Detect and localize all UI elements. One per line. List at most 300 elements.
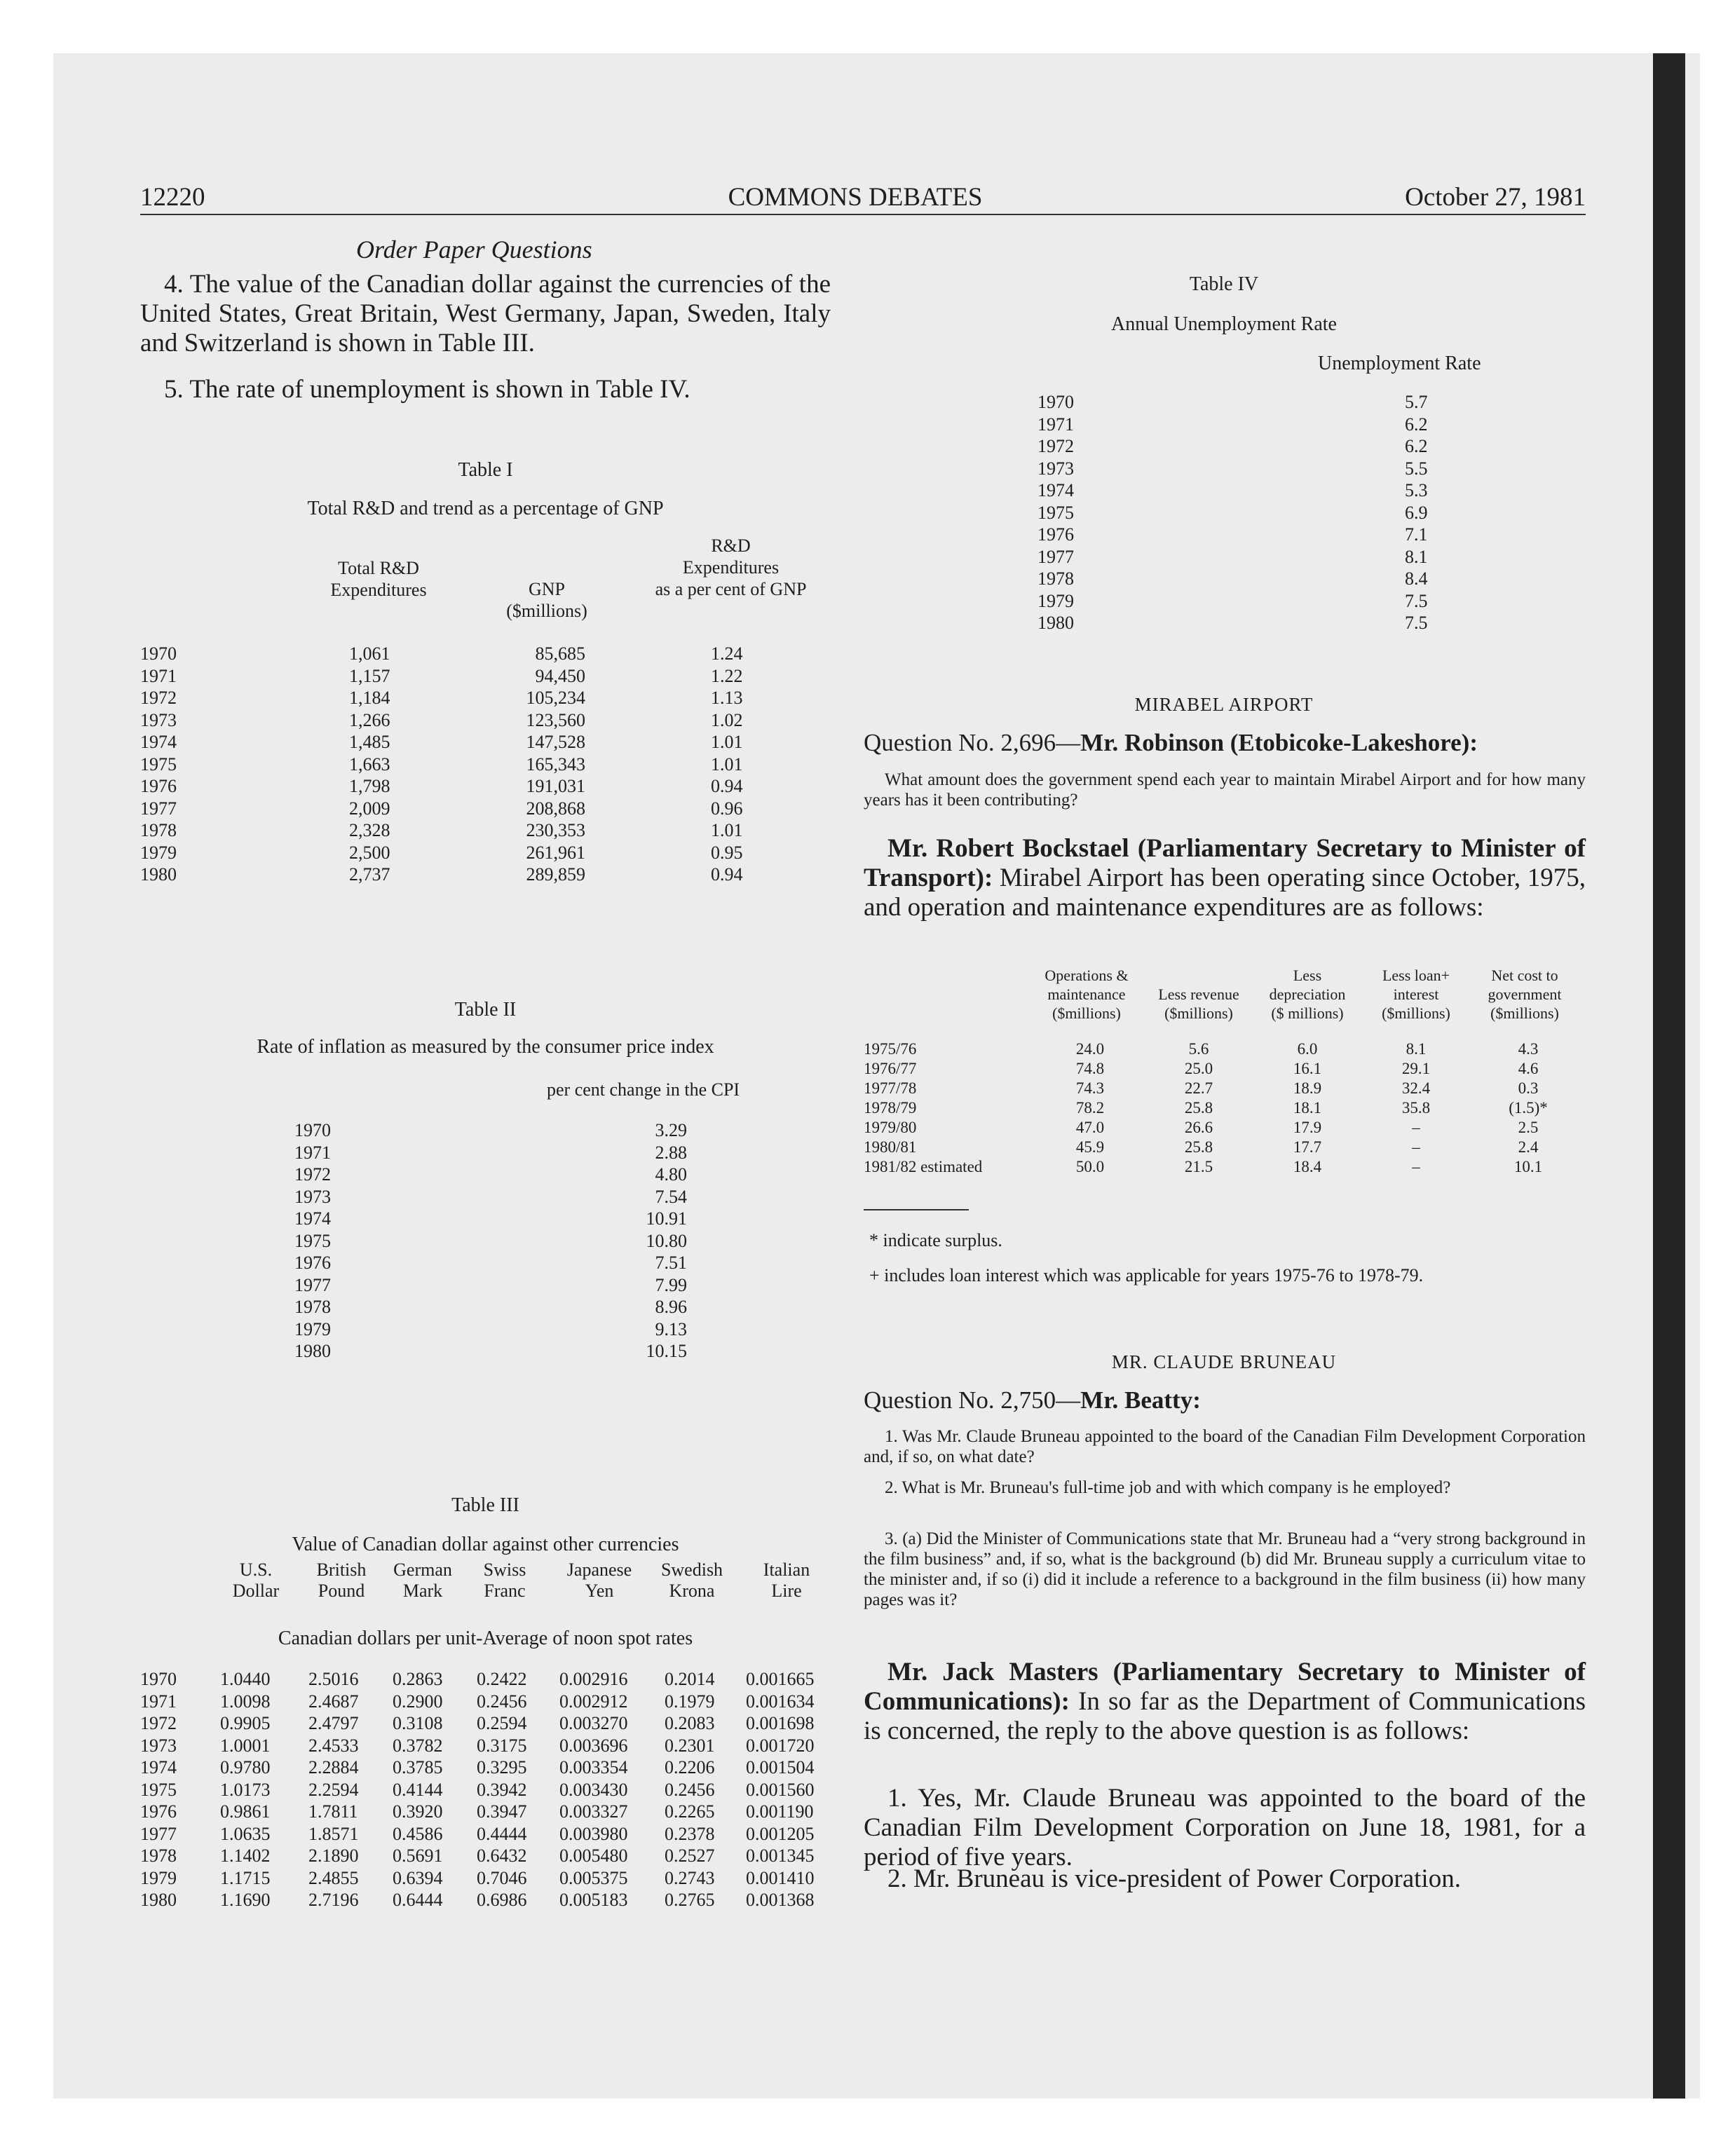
table-cell: 1.22 <box>711 665 743 686</box>
table-cell: 0.2863 <box>393 1669 443 1689</box>
table-cell: 1973 <box>140 1735 177 1756</box>
table-cell: 1.01 <box>711 820 743 840</box>
table-cell: 7.99 <box>655 1274 687 1295</box>
table2-label: Table II <box>454 999 517 1021</box>
table-cell: 0.94 <box>711 864 743 885</box>
table-cell: 2,328 <box>349 820 390 840</box>
table-cell: 1972 <box>140 1713 177 1733</box>
table-cell: 1979/80 <box>864 1119 917 1136</box>
table3-years <box>140 1668 177 1911</box>
table3-head-dem <box>384 1560 461 1602</box>
mirabel-ops <box>1059 1039 1122 1177</box>
table-cell: 4.6 <box>1518 1060 1539 1077</box>
header-line: Dollar <box>232 1581 280 1601</box>
answer-speaker: Mr. Robert Bockstael (Parliamentary Secretary to Minister of Transport): <box>864 834 1586 892</box>
bruneau-q1: 1. Was Mr. Claude Bruneau appointed to the board of the Canadian Film Development Corporation and, if so, on what date? <box>864 1427 1586 1466</box>
table2-years <box>294 1119 331 1363</box>
table3-gbp <box>308 1668 359 1911</box>
table-cell: 0.96 <box>711 798 743 819</box>
table-cell: 9.13 <box>655 1318 687 1339</box>
table-cell: 1.1690 <box>220 1890 271 1910</box>
table-cell: 0.3108 <box>393 1713 443 1733</box>
table-cell: 0.1979 <box>665 1691 715 1712</box>
table-cell: 1975 <box>294 1230 331 1251</box>
table-cell: 0.002916 <box>559 1669 628 1689</box>
header-line <box>1146 966 1251 985</box>
table-cell: 1970 <box>1037 392 1074 412</box>
table-cell: 208,868 <box>526 798 585 819</box>
table-cell: 1974 <box>140 732 177 752</box>
table-cell: 0.005480 <box>559 1845 628 1866</box>
table-cell: 8.96 <box>655 1297 687 1317</box>
table-cell: 17.7 <box>1293 1138 1322 1156</box>
table-cell: 0.3175 <box>477 1735 527 1756</box>
table-cell: 0.001634 <box>746 1691 815 1712</box>
table-cell: 7.5 <box>1405 590 1428 611</box>
table-cell: 2.4797 <box>308 1713 359 1733</box>
table-cell: 1974 <box>1037 480 1074 500</box>
table-cell: 4.80 <box>655 1164 687 1185</box>
table-cell: (1.5)* <box>1509 1099 1548 1117</box>
table3-head-usd <box>214 1560 298 1602</box>
table-cell: 1979 <box>140 842 177 863</box>
question-number: Question No. 2,696— <box>864 729 1081 756</box>
table-cell: 0.2743 <box>665 1867 715 1888</box>
table3-head-itl <box>747 1560 826 1602</box>
table-cell: 0.3947 <box>477 1801 527 1822</box>
mirabel-years <box>864 1039 982 1177</box>
table-cell: 29.1 <box>1401 1060 1431 1077</box>
header-line: Operations & <box>1045 967 1129 984</box>
table-cell: 2.5 <box>1518 1119 1539 1136</box>
table-cell: 5.5 <box>1405 458 1428 479</box>
table4-label: Table IV <box>1189 273 1259 295</box>
table-cell: 1,798 <box>349 776 390 796</box>
table-cell: 1978 <box>1037 568 1074 589</box>
table-cell: 1977 <box>294 1274 331 1295</box>
table-cell: 1975/76 <box>864 1040 917 1058</box>
table-cell: 0.6432 <box>477 1845 527 1866</box>
table-cell: 5.3 <box>1405 480 1428 500</box>
table1-col-gnp: GNP <box>528 579 565 599</box>
table3-head-jpy <box>557 1560 641 1602</box>
table-cell: 1976 <box>140 776 177 796</box>
table-cell: 0.2594 <box>477 1713 527 1733</box>
table-cell: 0.3 <box>1518 1079 1539 1097</box>
table-cell: 18.9 <box>1293 1079 1322 1097</box>
table-cell: 2.4 <box>1518 1138 1539 1156</box>
table-cell: 25.0 <box>1184 1060 1213 1077</box>
table-cell: 191,031 <box>526 776 585 796</box>
table1-total <box>349 643 390 886</box>
table1-caption: Total R&D and trend as a percentage of GNP <box>307 498 664 519</box>
table3-usd <box>220 1668 271 1911</box>
mirabel-head-loan <box>1363 966 1469 1023</box>
table-cell: 0.2265 <box>665 1801 715 1822</box>
header-line: depreciation <box>1269 985 1346 1003</box>
table-cell: 25.8 <box>1184 1138 1213 1156</box>
header-line: Less loan+ <box>1382 967 1450 984</box>
table-cell: 1980 <box>1037 613 1074 633</box>
header-line: maintenance <box>1047 985 1126 1003</box>
section-title: Order Paper Questions <box>356 236 592 264</box>
table-cell: 1973 <box>294 1186 331 1207</box>
table-cell: 1978 <box>140 1845 177 1866</box>
table-cell: 0.001345 <box>746 1845 815 1866</box>
header-line: Net cost to <box>1491 967 1558 984</box>
mirabel-head-ops <box>1027 966 1146 1023</box>
table-cell: – <box>1412 1138 1420 1156</box>
table-cell: 2.1890 <box>308 1845 359 1866</box>
table1-label: Table I <box>458 459 513 481</box>
answer-speaker: Mr. Jack Masters (Parliamentary Secretary to Minister of Communications): <box>864 1658 1586 1716</box>
table-cell: 1979 <box>140 1867 177 1888</box>
table4-caption: Annual Unemployment Rate <box>1111 313 1337 335</box>
table-cell: 1.0440 <box>220 1669 271 1689</box>
table-cell: 26.6 <box>1184 1119 1213 1136</box>
table-cell: 0.003980 <box>559 1823 628 1844</box>
table3-head-gbp <box>303 1560 380 1602</box>
table-cell: 0.003354 <box>559 1757 628 1778</box>
table-cell: 2.5016 <box>308 1669 359 1689</box>
mirabel-question <box>864 729 1478 757</box>
bruneau-section: MR. CLAUDE BRUNEAU <box>1111 1351 1337 1372</box>
table-cell: 0.005183 <box>559 1890 628 1910</box>
table-cell: 0.001698 <box>746 1713 815 1733</box>
answer-text: In so far as the Department of Communications is concerned, the reply to the above question is as follows: <box>864 1687 1586 1745</box>
bruneau-q3: 3. (a) Did the Minister of Communications state that Mr. Bruneau had a “very strong background in the film business” and, if so, what is the background (b) did Mr. Bruneau supply a curriculum vitae to the minister and, if so (i) did it include a reference to a background in the film business (ii) how many pages was it? <box>864 1529 1586 1609</box>
table-cell: 10.91 <box>646 1208 687 1229</box>
table-cell: 289,859 <box>526 864 585 885</box>
table-cell: 0.3920 <box>393 1801 443 1822</box>
question-number: Question No. 2,750— <box>864 1386 1081 1414</box>
table-cell: 0.6986 <box>477 1890 527 1910</box>
table-cell: 0.2083 <box>665 1713 715 1733</box>
table-cell: 35.8 <box>1401 1099 1431 1117</box>
table-cell: 0.002912 <box>559 1691 628 1712</box>
page-number: 12220 <box>140 183 205 212</box>
table-cell: 1.1715 <box>220 1867 271 1888</box>
table1-col-rd-c: as a per cent of GNP <box>655 579 807 599</box>
table-cell: 18.1 <box>1293 1099 1322 1117</box>
table-cell: 0.9780 <box>220 1757 271 1778</box>
table-cell: 0.005375 <box>559 1867 628 1888</box>
table-cell: 8.1 <box>1405 546 1428 567</box>
header-line: ($millions) <box>1052 1004 1121 1022</box>
table-cell: 78.2 <box>1075 1099 1105 1117</box>
bruneau-question <box>864 1386 1201 1414</box>
table-cell: 1977/78 <box>864 1079 917 1097</box>
table-cell: 1979 <box>1037 590 1074 611</box>
table3-dem <box>393 1668 443 1911</box>
table4-values <box>1405 391 1428 634</box>
table-cell: 1972 <box>140 688 177 708</box>
table-cell: 1.7811 <box>308 1801 358 1822</box>
table2-col: per cent change in the CPI <box>547 1079 740 1100</box>
table-cell: 1972 <box>294 1164 331 1185</box>
table-cell: 0.7046 <box>477 1867 527 1888</box>
table-cell: 8.1 <box>1406 1040 1427 1058</box>
table-cell: 0.003430 <box>559 1779 628 1800</box>
table1-col-total: Total R&D Expenditures <box>330 558 427 600</box>
table2-caption: Rate of inflation as measured by the consumer price index <box>257 1036 714 1058</box>
table-cell: 10.1 <box>1513 1158 1543 1175</box>
table-cell: 1976 <box>140 1801 177 1822</box>
table-cell: 1975 <box>140 1779 177 1800</box>
header-line: interest <box>1393 985 1439 1003</box>
table-cell: 0.4144 <box>393 1779 443 1800</box>
table-cell: 0.4444 <box>477 1823 527 1844</box>
header-line: ($millions) <box>1382 1004 1450 1022</box>
table-cell: 7.5 <box>1405 613 1428 633</box>
table-cell: 1,061 <box>349 643 390 664</box>
table-cell: 230,353 <box>526 820 585 840</box>
table-cell: 123,560 <box>526 709 585 730</box>
table-cell: 17.9 <box>1293 1119 1322 1136</box>
bruneau-q2: 2. What is Mr. Bruneau's full-time job and with which company is he employed? <box>885 1478 1451 1497</box>
table-cell: – <box>1412 1119 1420 1136</box>
table-cell: 1974 <box>140 1757 177 1778</box>
table-cell: 74.3 <box>1075 1079 1105 1097</box>
table-cell: 0.2301 <box>665 1735 715 1756</box>
table-cell: 7.1 <box>1405 524 1428 545</box>
table-cell: 0.001410 <box>746 1867 815 1888</box>
table-cell: 0.3785 <box>393 1757 443 1778</box>
table3-sek <box>665 1668 715 1911</box>
header-line: Less <box>1293 967 1322 984</box>
table-cell: 1978/79 <box>864 1099 917 1117</box>
table1-pct <box>711 643 743 886</box>
table-cell: 32.4 <box>1401 1079 1431 1097</box>
table-cell: 10.80 <box>646 1230 687 1251</box>
table-cell: 7.54 <box>655 1186 687 1207</box>
table-cell: 1974 <box>294 1208 331 1229</box>
table-cell: 1,663 <box>349 753 390 775</box>
table-cell: 1973 <box>1037 458 1074 479</box>
table-cell: 1975 <box>1037 502 1074 523</box>
mirabel-net <box>1490 1039 1567 1177</box>
table-cell: 0.001205 <box>746 1823 815 1844</box>
table-cell: 5.6 <box>1188 1040 1209 1058</box>
table-cell: 1976 <box>294 1253 331 1273</box>
header-line: Less revenue <box>1158 985 1239 1003</box>
table3-head-sek <box>653 1560 730 1602</box>
header-line: U.S. <box>239 1560 273 1580</box>
table-cell: 0.003696 <box>559 1735 628 1756</box>
table1-col-gnp-unit: ($millions) <box>506 601 587 621</box>
table-cell: 0.9861 <box>220 1801 271 1822</box>
table-cell: 105,234 <box>526 688 585 708</box>
table-cell: 8.4 <box>1405 568 1428 589</box>
table-cell: 1.0098 <box>220 1691 271 1712</box>
table-cell: – <box>1412 1158 1420 1175</box>
table-cell: 1977 <box>140 798 177 819</box>
table-cell: 0.95 <box>711 842 743 863</box>
table-cell: 0.001504 <box>746 1757 815 1778</box>
scan-edge-strip <box>1653 53 1685 2099</box>
table-cell: 0.5691 <box>393 1845 443 1866</box>
paragraph-5: 5. The rate of unemployment is shown in Table IV. <box>164 375 690 404</box>
table-cell: 2.4533 <box>308 1735 359 1756</box>
table-cell: 1.0635 <box>220 1823 271 1844</box>
table-cell: 0.94 <box>711 776 743 796</box>
header-line: Italian <box>763 1560 810 1580</box>
footnote-loan: + includes loan interest which was applicable for years 1975-76 to 1978-79. <box>869 1265 1424 1285</box>
table-cell: 1,184 <box>349 688 390 708</box>
table-cell: 0.6394 <box>393 1867 443 1888</box>
table-cell: 1980/81 <box>864 1138 917 1156</box>
table3-label: Table III <box>451 1494 519 1516</box>
header-line: Krona <box>669 1581 715 1601</box>
table-cell: 4.3 <box>1518 1040 1539 1058</box>
table-cell: 6.9 <box>1405 502 1428 523</box>
answer-text: Mirabel Airport has been operating since October, 1975, and operation and maintenance expenditures are as follows: <box>864 864 1586 922</box>
table3-jpy <box>559 1668 628 1911</box>
table-cell: 50.0 <box>1075 1158 1105 1175</box>
header-line: government <box>1488 985 1562 1003</box>
header-line: Franc <box>484 1581 526 1601</box>
table-cell: 45.9 <box>1075 1138 1105 1156</box>
table-cell: 0.001190 <box>746 1801 814 1822</box>
table-cell: 2.4687 <box>308 1691 359 1712</box>
bruneau-a2: 2. Mr. Bruneau is vice-president of Power Corporation. <box>887 1864 1461 1893</box>
table-cell: 22.7 <box>1184 1079 1213 1097</box>
table-cell: 0.2456 <box>665 1779 715 1800</box>
table-cell: 94,450 <box>535 665 585 686</box>
header-line: British <box>316 1560 367 1580</box>
table-cell: 24.0 <box>1075 1040 1105 1058</box>
table3-subcaption: Canadian dollars per unit-Average of noon spot rates <box>278 1628 693 1649</box>
table-cell: 1973 <box>140 709 177 730</box>
mirabel-head-net <box>1469 966 1581 1023</box>
header-line: German <box>393 1560 452 1580</box>
table-cell: 1970 <box>140 643 177 664</box>
table-cell: 1971 <box>140 665 177 686</box>
table-cell: 1981/82 estimated <box>864 1158 983 1175</box>
table-cell: 1,485 <box>349 732 390 752</box>
table-cell: 1979 <box>294 1318 331 1339</box>
table-cell: 2.2594 <box>308 1779 359 1800</box>
table-cell: 1970 <box>294 1120 331 1140</box>
table-cell: 1970 <box>140 1669 177 1689</box>
table-cell: 2,500 <box>349 842 390 863</box>
mirabel-question-body: What amount does the government spend each year to maintain Mirabel Airport and for how many years has it been contributing? <box>864 770 1586 810</box>
footnote-surplus: * indicate surplus. <box>869 1230 1002 1250</box>
table-cell: 1.13 <box>711 688 743 708</box>
mirabel-loan <box>1384 1039 1448 1177</box>
table-cell: 16.1 <box>1293 1060 1322 1077</box>
header-line: Swedish <box>660 1560 723 1580</box>
table-cell: 2,009 <box>349 798 390 819</box>
table-cell: 1.0001 <box>220 1735 271 1756</box>
header-line: ($millions) <box>1164 1004 1233 1022</box>
table-cell: 0.3782 <box>393 1735 443 1756</box>
table-cell: 2.2884 <box>308 1757 359 1778</box>
table-cell: 6.0 <box>1297 1040 1318 1058</box>
header-line: Yen <box>585 1581 614 1601</box>
table-cell: 1.01 <box>711 732 743 752</box>
table-cell: 7.51 <box>655 1253 687 1273</box>
header-line: Mark <box>402 1581 443 1601</box>
table-cell: 1.1402 <box>220 1845 271 1866</box>
table-cell: 1976 <box>1037 524 1074 545</box>
table-cell: 0.001720 <box>746 1735 815 1756</box>
bruneau-a1: 1. Yes, Mr. Claude Bruneau was appointed to the board of the Canadian Film Development Corporation on June 18, 1981, for a period of five years. <box>864 1784 1586 1871</box>
table-cell: 2.4855 <box>308 1867 359 1888</box>
table-cell: 0.003327 <box>559 1801 628 1822</box>
table-cell: 10.15 <box>646 1341 687 1361</box>
table-cell: 74.8 <box>1075 1060 1105 1077</box>
page-header-title: COMMONS DEBATES <box>728 183 983 212</box>
table-cell: 1977 <box>140 1823 177 1844</box>
table-cell: 3.29 <box>655 1120 687 1140</box>
table-cell: 0.3942 <box>477 1779 527 1800</box>
mirabel-depreciation <box>1276 1039 1339 1177</box>
table-cell: 0.003270 <box>559 1713 628 1733</box>
table-cell: 5.7 <box>1405 392 1428 412</box>
table-cell: 1980 <box>140 1890 177 1910</box>
question-member: Mr. Beatty: <box>1080 1386 1201 1414</box>
header-line: ($ millions) <box>1271 1004 1344 1022</box>
header-line: ($millions) <box>1490 1004 1559 1022</box>
table-cell: 85,685 <box>535 643 585 664</box>
table-cell: 1980 <box>140 864 177 885</box>
table-cell: 1978 <box>140 820 177 840</box>
table4-col: Unemployment Rate <box>1318 353 1481 374</box>
header-line: Swiss <box>483 1560 526 1580</box>
table-cell: 1.8571 <box>308 1823 359 1844</box>
table3-chf <box>477 1668 527 1911</box>
table-cell: 0.2422 <box>477 1669 527 1689</box>
header-line: Pound <box>318 1581 365 1601</box>
table-cell: 2.88 <box>655 1142 687 1163</box>
table1-col-rd-b: Expenditures <box>682 557 780 578</box>
header-rule <box>140 214 1586 215</box>
table-cell: 1971 <box>140 1691 177 1712</box>
table-cell: 0.001560 <box>746 1779 815 1800</box>
table4-years <box>1037 391 1074 634</box>
table-cell: 0.001368 <box>746 1890 815 1910</box>
table-cell: 1,157 <box>349 665 390 686</box>
table-cell: 1972 <box>1037 436 1074 456</box>
table-cell: 0.001665 <box>746 1669 815 1689</box>
table3-head-chf <box>470 1560 540 1602</box>
mirabel-section: MIRABEL AIRPORT <box>1134 694 1314 715</box>
table-cell: 21.5 <box>1184 1158 1213 1175</box>
table-cell: 1,266 <box>349 709 390 730</box>
table-cell: 0.2378 <box>665 1823 715 1844</box>
table-cell: 18.4 <box>1293 1158 1322 1175</box>
table-cell: 0.6444 <box>393 1890 443 1910</box>
mirabel-head-revenue <box>1146 966 1251 1023</box>
table-cell: 1978 <box>294 1297 331 1317</box>
table-cell: 1.02 <box>711 709 743 730</box>
table-cell: 6.2 <box>1405 414 1428 435</box>
paragraph-4: 4. The value of the Canadian dollar against the currencies of the United States, Great Britain, West Germany, Japan, Sweden, Italy and Switzerland is shown in Table III. <box>140 270 831 357</box>
table3-itl <box>746 1668 815 1911</box>
table-cell: 147,528 <box>526 732 585 752</box>
table-cell: 1.0173 <box>220 1779 271 1800</box>
header-line: Lire <box>771 1581 802 1601</box>
bruneau-answer <box>864 1658 1586 1746</box>
table-cell: 6.2 <box>1405 436 1428 456</box>
question-member: Mr. Robinson (Etobicoke-Lakeshore): <box>1080 729 1478 756</box>
mirabel-revenue <box>1167 1039 1230 1177</box>
table-cell: 1.24 <box>711 643 743 664</box>
table-cell: 1.01 <box>711 753 743 775</box>
table-cell: 1975 <box>140 753 177 775</box>
mirabel-head-depreciation <box>1251 966 1363 1023</box>
